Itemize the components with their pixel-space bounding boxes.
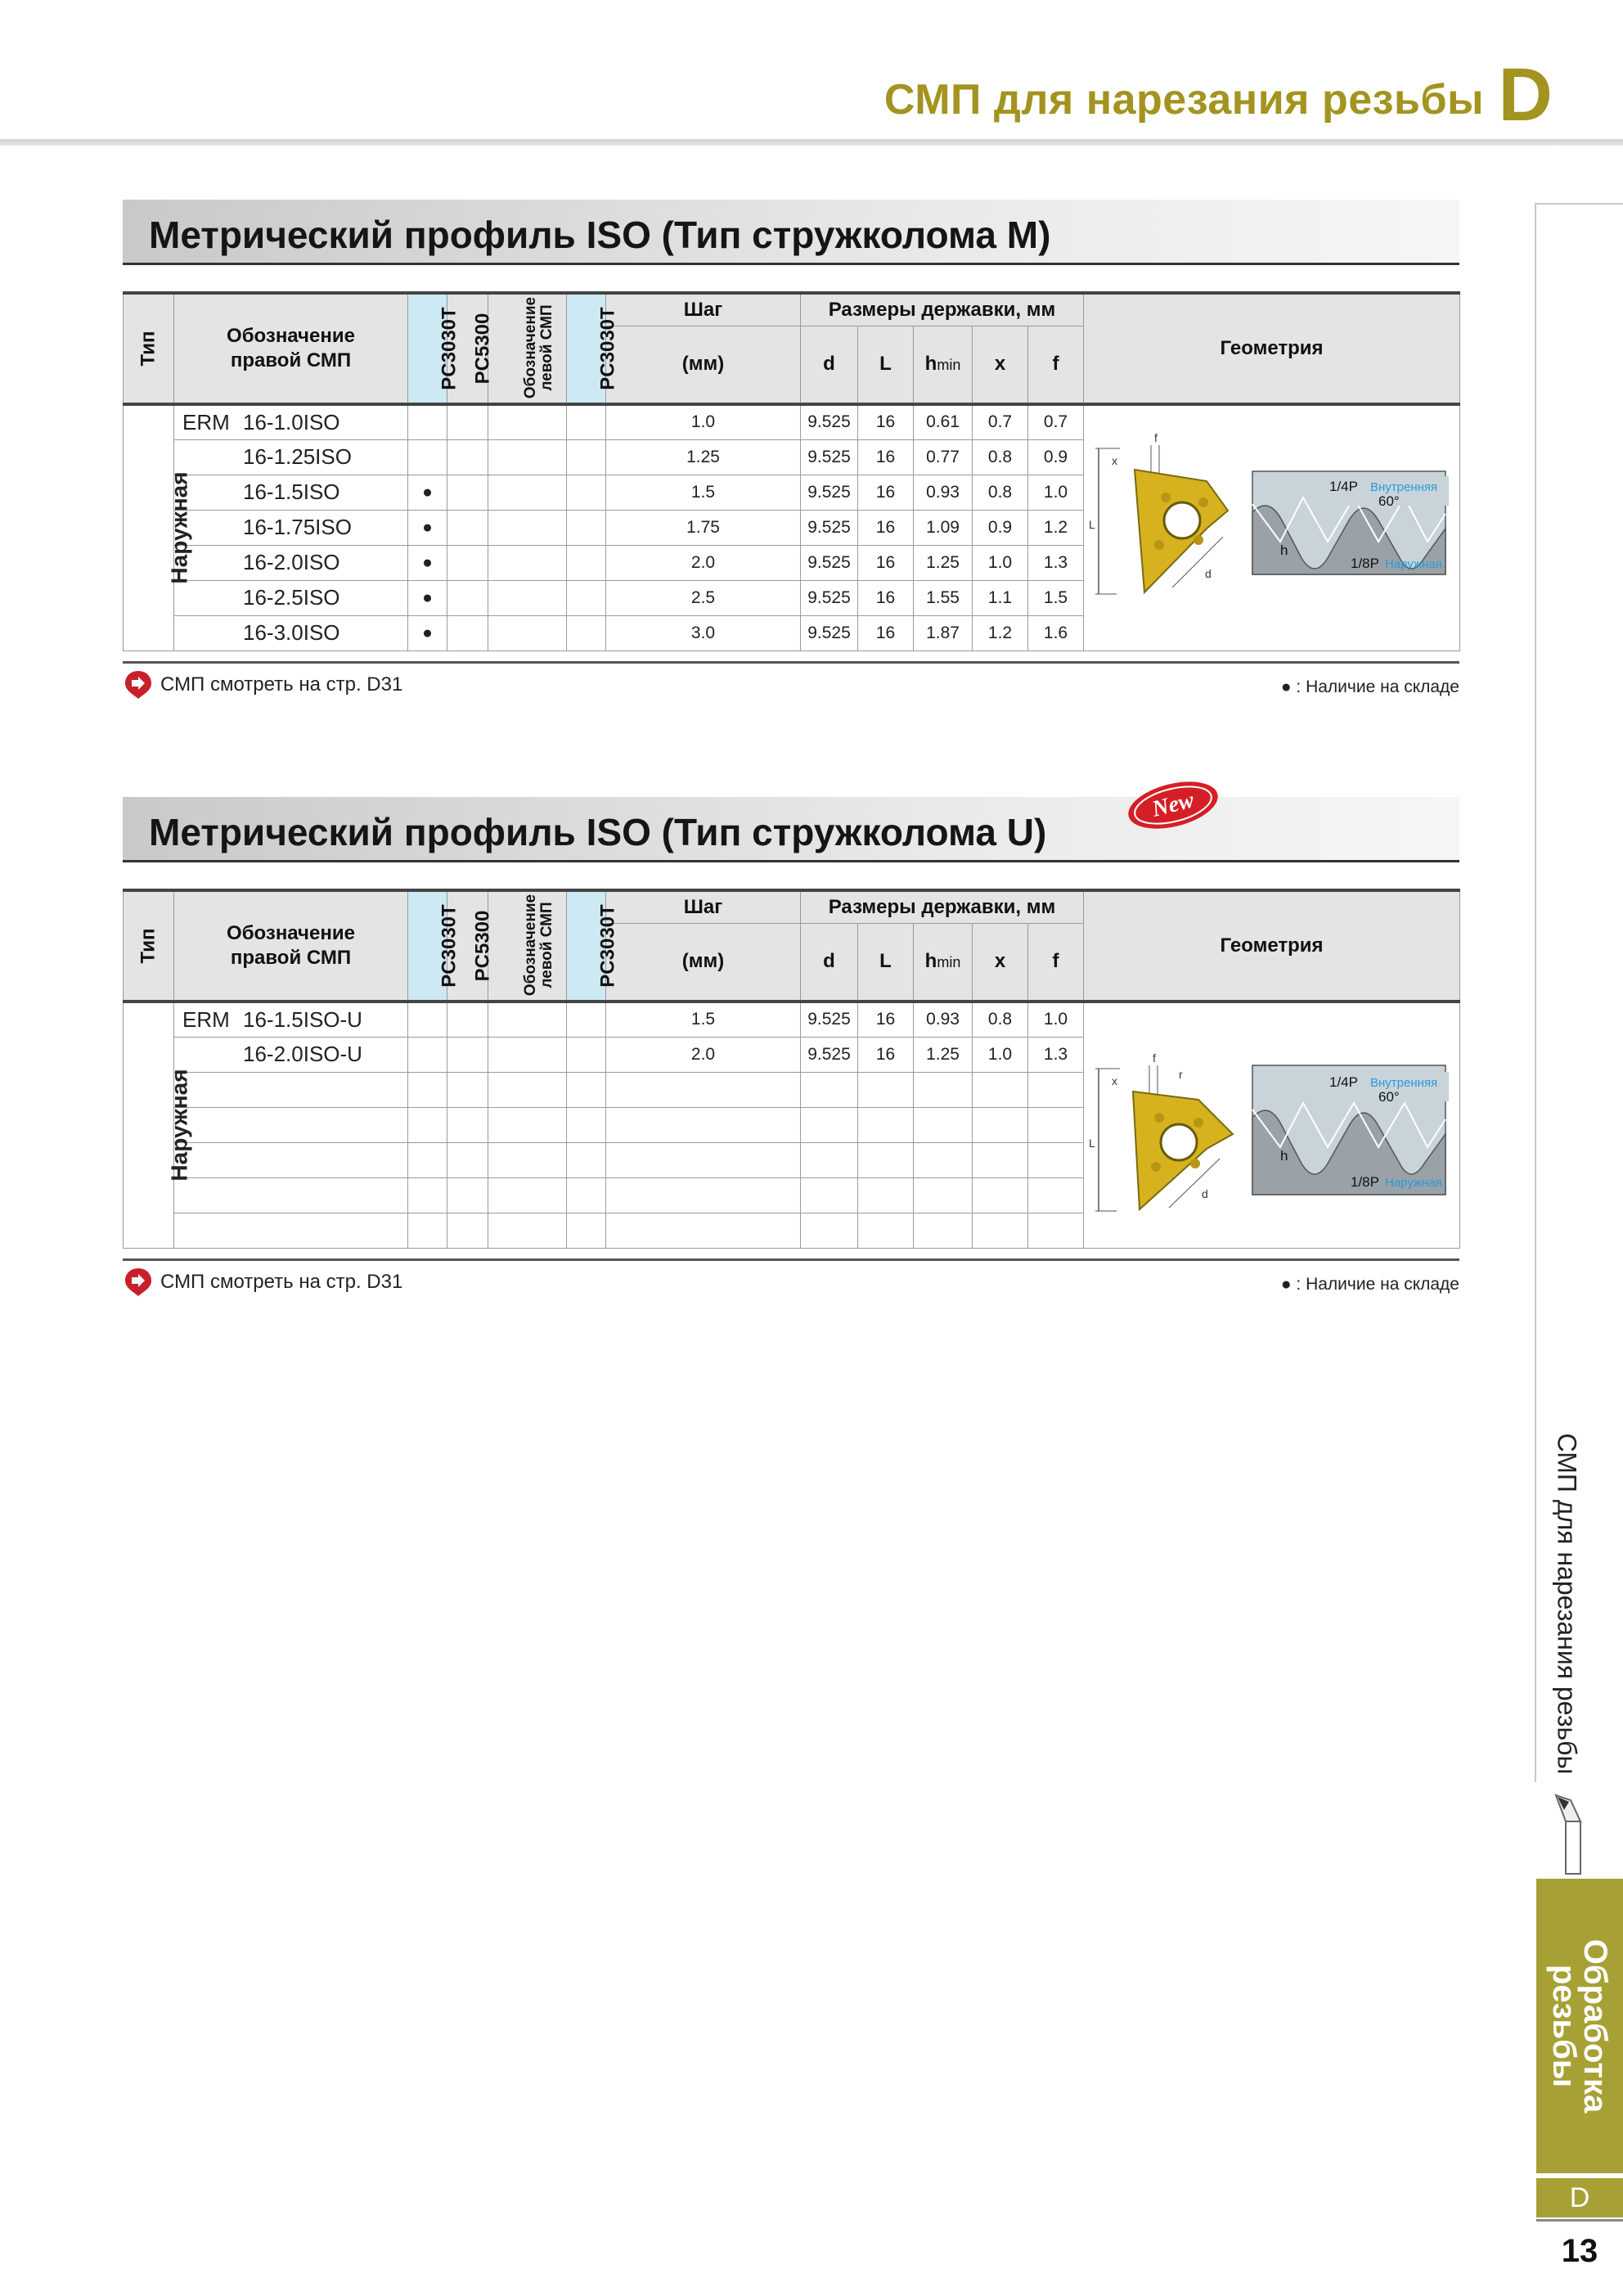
insert-table xyxy=(123,889,1460,1249)
pitch-cell: 2.0 xyxy=(606,1037,801,1072)
geometry-header: Геометрия xyxy=(1084,293,1460,404)
x-cell: 0.9 xyxy=(973,510,1028,545)
thread-profile-drawing xyxy=(1252,471,1449,574)
svg-text:L: L xyxy=(1089,518,1095,531)
d-header: d xyxy=(801,326,858,404)
pitch-unit-header: (мм) xyxy=(606,326,801,404)
svg-text:1/4P: 1/4P xyxy=(1329,1074,1359,1090)
l-cell: 16 xyxy=(858,510,914,545)
section-letter: D xyxy=(1498,53,1553,137)
svg-text:Внутренняя: Внутренняя xyxy=(1370,1076,1438,1090)
hmin-cell: 0.93 xyxy=(914,1002,973,1037)
insert-drawing xyxy=(1089,1051,1233,1211)
l-cell: 16 xyxy=(858,1002,914,1037)
svg-text:x: x xyxy=(1112,454,1118,467)
x-cell: 1.1 xyxy=(973,580,1028,615)
f-header: f xyxy=(1028,326,1084,404)
grade-pc3030t-header: PC3030T xyxy=(408,890,447,1002)
l-cell: 16 xyxy=(858,475,914,510)
page-reference-text: СМП смотреть на стр. D31 xyxy=(160,1271,403,1293)
svg-text:d: d xyxy=(1202,1187,1208,1200)
svg-text:60°: 60° xyxy=(1378,493,1400,509)
type-header: Тип xyxy=(124,890,174,1002)
stock-cell: ● xyxy=(408,510,447,545)
l-cell: 16 xyxy=(858,404,914,439)
x-cell: 0.8 xyxy=(973,1002,1028,1037)
d-cell: 9.525 xyxy=(801,475,858,510)
designation-cell: 16-3.0ISO xyxy=(174,615,408,651)
side-tab-caption xyxy=(1538,1433,1595,1775)
x-header: x xyxy=(973,923,1028,1002)
threading-tool-icon xyxy=(1548,1789,1597,1879)
hmin-cell: 1.25 xyxy=(914,545,973,580)
side-top-rule xyxy=(1535,203,1623,205)
svg-text:f: f xyxy=(1154,431,1158,444)
section-title-bar xyxy=(123,797,1459,862)
f-cell: 1.6 xyxy=(1028,615,1084,651)
side-rule xyxy=(1535,203,1536,1782)
table-row xyxy=(124,1002,1460,1037)
section-u-chipbreaker xyxy=(123,787,1459,1304)
insert-drawing xyxy=(1089,431,1228,594)
hmin-cell: 0.77 xyxy=(914,439,973,475)
svg-text:Внутренняя: Внутренняя xyxy=(1370,480,1438,494)
l-cell: 16 xyxy=(858,1037,914,1072)
d-cell: 9.525 xyxy=(801,1002,858,1037)
designation-cell: ERM 16-1.5ISO-U xyxy=(174,1002,408,1037)
d-cell: 9.525 xyxy=(801,1037,858,1072)
f-cell: 0.7 xyxy=(1028,404,1084,439)
f-cell: 1.3 xyxy=(1028,1037,1084,1072)
d-cell: 9.525 xyxy=(801,439,858,475)
side-tab-chapter-label: Обработка резьбы xyxy=(1546,1938,1613,2114)
section-m-chipbreaker xyxy=(123,200,1459,707)
page-reference[interactable] xyxy=(123,1267,402,1298)
grade-pc3030t-header: PC3030T xyxy=(408,293,447,404)
f-cell: 1.0 xyxy=(1028,475,1084,510)
thread-profile-drawing xyxy=(1252,1065,1449,1195)
l-header: L xyxy=(858,326,914,404)
dims-header: Размеры державки, мм xyxy=(801,890,1084,923)
designation-cell: 16-2.0ISO xyxy=(174,545,408,580)
geometry-cell xyxy=(1084,1002,1460,1248)
d-cell: 9.525 xyxy=(801,580,858,615)
page-number-rule xyxy=(1536,2219,1623,2222)
hmin-cell: 1.09 xyxy=(914,510,973,545)
f-cell: 1.0 xyxy=(1028,1002,1084,1037)
stock-legend: ● : Наличие на складе xyxy=(1280,678,1459,696)
x-cell: 0.8 xyxy=(973,475,1028,510)
side-tab-caption-text: СМП для нарезания резьбы xyxy=(1552,1433,1582,1775)
hmin-header: hmin xyxy=(914,326,973,404)
pitch-cell: 2.5 xyxy=(606,580,801,615)
insert-table xyxy=(123,291,1460,651)
designation-cell: 16-2.0ISO-U xyxy=(174,1037,408,1072)
pitch-cell: 1.5 xyxy=(606,1002,801,1037)
side-tab-letter: D xyxy=(1536,2178,1623,2217)
grade-pc5300-header: PC5300 xyxy=(447,293,488,404)
hmin-cell: 0.61 xyxy=(914,404,973,439)
stock-cell xyxy=(408,439,447,475)
svg-text:x: x xyxy=(1112,1074,1118,1087)
header-rule xyxy=(0,139,1623,146)
pitch-unit-header: (мм) xyxy=(606,923,801,1002)
section-title: Метрический профиль ISO (Тип стружколома U) xyxy=(149,811,1047,853)
dims-header: Размеры державки, мм xyxy=(801,293,1084,326)
d-header: d xyxy=(801,923,858,1002)
l-cell: 16 xyxy=(858,439,914,475)
stock-cell: ● xyxy=(408,580,447,615)
type-cell: Наружная xyxy=(124,404,174,651)
svg-text:New: New xyxy=(1149,787,1197,822)
f-cell: 1.2 xyxy=(1028,510,1084,545)
x-header: x xyxy=(973,326,1028,404)
pitch-cell: 2.0 xyxy=(606,545,801,580)
svg-text:r: r xyxy=(1179,1068,1183,1081)
designation-header: Обозначение правой СМП xyxy=(174,293,408,404)
geometry-header: Геометрия xyxy=(1084,890,1460,1002)
table-bottom-rule xyxy=(123,661,1459,664)
page-header xyxy=(0,0,1623,155)
l-cell: 16 xyxy=(858,580,914,615)
svg-text:Наружная: Наружная xyxy=(1385,1176,1442,1190)
pitch-cell: 3.0 xyxy=(606,615,801,651)
type-cell: Наружная xyxy=(124,1002,174,1248)
stock-cell xyxy=(408,1037,447,1072)
svg-text:1/4P: 1/4P xyxy=(1329,479,1359,494)
pitch-cell: 1.75 xyxy=(606,510,801,545)
svg-text:1/8P: 1/8P xyxy=(1351,1174,1380,1190)
left-designation-header: Обозначение левой СМП xyxy=(488,293,567,404)
side-tab-chapter[interactable] xyxy=(1536,1879,1623,2173)
table-row xyxy=(124,404,1460,439)
designation-cell: 16-1.5ISO xyxy=(174,475,408,510)
x-cell: 1.2 xyxy=(973,615,1028,651)
thread-geometry-diagram xyxy=(1084,406,1460,652)
svg-text:Наружная: Наружная xyxy=(1385,557,1442,571)
stock-cell: ● xyxy=(408,615,447,651)
svg-text:d: d xyxy=(1205,567,1212,580)
hmin-cell: 1.87 xyxy=(914,615,973,651)
table-bottom-rule xyxy=(123,1258,1459,1261)
d-cell: 9.525 xyxy=(801,510,858,545)
stock-cell: ● xyxy=(408,475,447,510)
new-badge-icon xyxy=(1124,774,1222,831)
grade-pc3030t-left-header: PC3030T xyxy=(567,890,606,1002)
hmin-header: hmin xyxy=(914,923,973,1002)
svg-text:h: h xyxy=(1280,1148,1288,1164)
d-cell: 9.525 xyxy=(801,404,858,439)
f-cell: 1.5 xyxy=(1028,580,1084,615)
stock-legend: ● : Наличие на складе xyxy=(1280,1275,1459,1294)
stock-cell: ● xyxy=(408,545,447,580)
x-cell: 1.0 xyxy=(973,545,1028,580)
f-header: f xyxy=(1028,923,1084,1002)
designation-cell: 16-1.75ISO xyxy=(174,510,408,545)
pitch-header: Шаг xyxy=(606,293,801,326)
type-header: Тип xyxy=(124,293,174,404)
l-cell: 16 xyxy=(858,615,914,651)
stock-cell xyxy=(408,1002,447,1037)
x-cell: 1.0 xyxy=(973,1037,1028,1072)
page-number: 13 xyxy=(1561,2233,1598,2269)
x-cell: 0.7 xyxy=(973,404,1028,439)
left-designation-header: Обозначение левой СМП xyxy=(488,890,567,1002)
pitch-cell: 1.5 xyxy=(606,475,801,510)
f-cell: 0.9 xyxy=(1028,439,1084,475)
page-reference-text: СМП смотреть на стр. D31 xyxy=(160,673,403,696)
svg-text:60°: 60° xyxy=(1378,1089,1400,1105)
pitch-header: Шаг xyxy=(606,890,801,923)
designation-cell: ERM 16-1.0ISO xyxy=(174,404,408,439)
designation-cell: 16-1.25ISO xyxy=(174,439,408,475)
designation-header: Обозначение правой СМП xyxy=(174,890,408,1002)
svg-text:f: f xyxy=(1153,1051,1156,1065)
designation-cell: 16-2.5ISO xyxy=(174,580,408,615)
l-cell: 16 xyxy=(858,545,914,580)
section-title: Метрический профиль ISO (Тип стружколома M) xyxy=(149,214,1051,256)
hmin-cell: 0.93 xyxy=(914,475,973,510)
thread-geometry-diagram xyxy=(1084,1003,1460,1249)
f-cell: 1.3 xyxy=(1028,545,1084,580)
d-cell: 9.525 xyxy=(801,615,858,651)
page-reference[interactable] xyxy=(123,669,402,700)
hmin-cell: 1.55 xyxy=(914,580,973,615)
grade-pc3030t-left-header: PC3030T xyxy=(567,293,606,404)
d-cell: 9.525 xyxy=(801,545,858,580)
pitch-cell: 1.0 xyxy=(606,404,801,439)
svg-text:L: L xyxy=(1089,1137,1095,1150)
page-title: СМП для нарезания резьбы xyxy=(883,76,1484,124)
geometry-cell xyxy=(1084,404,1460,651)
pitch-cell: 1.25 xyxy=(606,439,801,475)
svg-text:h: h xyxy=(1280,542,1288,558)
reference-arrow-icon xyxy=(123,1267,154,1298)
svg-text:1/8P: 1/8P xyxy=(1351,556,1380,571)
grade-pc5300-header: PC5300 xyxy=(447,890,488,1002)
hmin-cell: 1.25 xyxy=(914,1037,973,1072)
x-cell: 0.8 xyxy=(973,439,1028,475)
reference-arrow-icon xyxy=(123,669,154,700)
stock-cell xyxy=(408,404,447,439)
section-title-bar xyxy=(123,200,1459,265)
l-header: L xyxy=(858,923,914,1002)
